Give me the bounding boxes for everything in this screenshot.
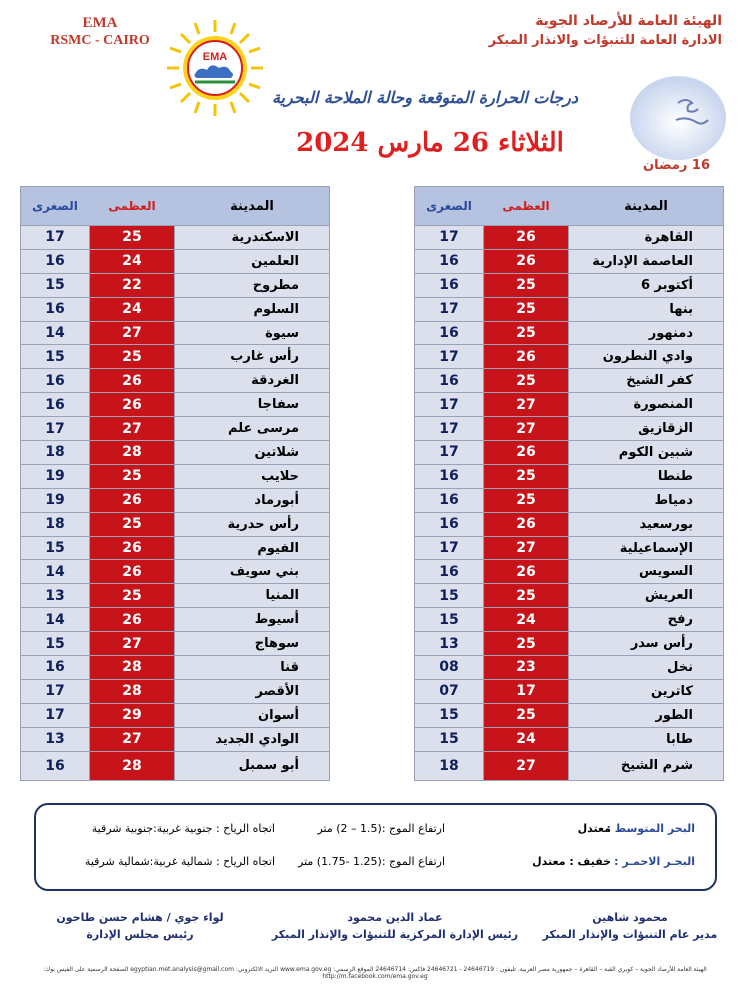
min-temp-cell: 17 bbox=[439, 301, 459, 318]
min-temp-cell: 14 bbox=[45, 611, 65, 628]
city-name-cell: وادي النطرون bbox=[602, 349, 693, 365]
med-sea-name: البحر المتوسط : bbox=[606, 822, 695, 835]
max-temp-cell: 25 bbox=[89, 465, 175, 488]
min-temp-cell: 15 bbox=[439, 587, 459, 604]
min-temp-cell: 16 bbox=[439, 253, 459, 270]
table-row bbox=[21, 679, 329, 703]
max-temp-cell: 27 bbox=[89, 417, 175, 440]
red-wind-direction: اتجاه الرياح : شمالية غربية:شمالية شرقية bbox=[84, 855, 275, 868]
max-temp-cell: 27 bbox=[483, 417, 569, 440]
max-temp-cell: 28 bbox=[89, 680, 175, 703]
max-temp-cell: 25 bbox=[89, 226, 175, 249]
max-temp-cell: 25 bbox=[483, 322, 569, 345]
city-name-cell: القاهرة bbox=[644, 229, 693, 245]
table-row bbox=[21, 607, 329, 631]
min-temp-cell: 19 bbox=[45, 492, 65, 509]
city-name-cell: رأس سدر bbox=[630, 636, 693, 652]
table-row bbox=[21, 344, 329, 368]
city-name-cell: طنطا bbox=[657, 468, 693, 484]
max-temp-cell: 26 bbox=[89, 560, 175, 583]
table-row bbox=[415, 512, 723, 536]
city-name-cell: الزقازيق bbox=[638, 421, 693, 437]
city-name-cell: المنيا bbox=[265, 588, 299, 604]
table-row bbox=[415, 464, 723, 488]
table-row bbox=[415, 559, 723, 583]
city-name-cell: 6 أكتوبر bbox=[640, 277, 693, 293]
min-temp-cell: 15 bbox=[439, 731, 459, 748]
city-name-cell: العريش bbox=[644, 588, 693, 604]
table-row bbox=[415, 368, 723, 392]
max-temp-cell: 25 bbox=[483, 274, 569, 297]
rsmc-label: RSMC - CAIRO bbox=[50, 33, 150, 48]
min-temp-cell: 08 bbox=[439, 659, 459, 676]
city-name-cell: دمنهور bbox=[648, 325, 693, 341]
min-temp-cell: 18 bbox=[45, 516, 65, 533]
min-temp-cell: 16 bbox=[439, 325, 459, 341]
med-sea-state: معتدل bbox=[577, 822, 611, 835]
min-temp-cell: 18 bbox=[439, 757, 459, 774]
table-row bbox=[415, 727, 723, 751]
city-name-cell: شلاتين bbox=[254, 444, 299, 460]
city-name-cell: الاسكندرية bbox=[231, 229, 299, 245]
min-temp-cell: 16 bbox=[45, 301, 65, 318]
city-name-cell: بني سويف bbox=[229, 564, 299, 580]
city-name-cell: أبورماد bbox=[254, 492, 299, 508]
city-name-cell: أسوان bbox=[258, 707, 299, 723]
max-temp-cell: 24 bbox=[483, 608, 569, 631]
city-name-cell: أسيوط bbox=[254, 612, 299, 628]
ramadan-crescent-icon bbox=[618, 68, 728, 168]
table-row bbox=[415, 392, 723, 416]
ramadan-day-label: 16 رمضان bbox=[643, 158, 710, 173]
table-row bbox=[21, 583, 329, 607]
min-temp-cell: 15 bbox=[45, 540, 65, 557]
city-name-cell: الفيوم bbox=[257, 540, 299, 556]
header-city: المدينة bbox=[624, 198, 668, 214]
table-row bbox=[415, 655, 723, 679]
table-row bbox=[21, 727, 329, 751]
max-temp-cell: 27 bbox=[89, 632, 175, 655]
city-name-cell: بورسعيد bbox=[639, 516, 693, 532]
city-name-cell: الطور bbox=[655, 707, 693, 723]
min-temp-cell: 16 bbox=[439, 372, 459, 389]
city-name-cell: حلايب bbox=[261, 468, 299, 484]
table-row bbox=[21, 416, 329, 440]
temperature-table-left bbox=[20, 186, 330, 781]
city-name-cell: سوهاج bbox=[254, 636, 299, 652]
table-row bbox=[415, 488, 723, 512]
max-temp-cell: 27 bbox=[89, 322, 175, 345]
table-row bbox=[415, 536, 723, 560]
city-name-cell: الوادي الجديد bbox=[215, 731, 299, 747]
city-name-cell: بنها bbox=[669, 301, 693, 317]
table-row bbox=[21, 440, 329, 464]
table-row bbox=[21, 631, 329, 655]
max-temp-cell: 23 bbox=[483, 656, 569, 679]
signature-general-manager bbox=[530, 909, 730, 943]
min-temp-cell: 17 bbox=[439, 420, 459, 437]
temperature-table-right bbox=[414, 186, 724, 781]
city-name-cell: السلوم bbox=[253, 301, 299, 317]
table-row bbox=[21, 368, 329, 392]
min-temp-cell: 17 bbox=[439, 540, 459, 557]
min-temp-cell: 16 bbox=[439, 492, 459, 509]
max-temp-cell: 24 bbox=[89, 250, 175, 273]
city-name-cell: مرسى علم bbox=[228, 421, 299, 437]
table-row bbox=[21, 392, 329, 416]
max-temp-cell: 24 bbox=[89, 298, 175, 321]
table-header bbox=[21, 187, 329, 225]
max-temp-cell: 26 bbox=[89, 537, 175, 560]
max-temp-cell: 25 bbox=[483, 704, 569, 727]
max-temp-cell: 26 bbox=[483, 560, 569, 583]
min-temp-cell: 15 bbox=[439, 707, 459, 724]
min-temp-cell: 16 bbox=[45, 253, 65, 270]
header-max: العظمى bbox=[502, 199, 550, 213]
min-temp-cell: 15 bbox=[45, 277, 65, 294]
city-name-cell: رأس حدرية bbox=[227, 516, 299, 532]
min-temp-cell: 16 bbox=[439, 277, 459, 294]
max-temp-cell: 26 bbox=[89, 608, 175, 631]
max-temp-cell: 17 bbox=[483, 680, 569, 703]
red-wave-height: ارتفاع الموج :(1.25 -1.75) متر bbox=[298, 855, 445, 868]
min-temp-cell: 15 bbox=[439, 611, 459, 628]
table-header bbox=[415, 187, 723, 225]
max-temp-cell: 25 bbox=[89, 584, 175, 607]
min-temp-cell: 17 bbox=[45, 683, 65, 700]
min-temp-cell: 17 bbox=[439, 348, 459, 365]
min-temp-cell: 18 bbox=[45, 444, 65, 461]
table-row bbox=[415, 751, 723, 780]
max-temp-cell: 29 bbox=[89, 704, 175, 727]
table-row bbox=[415, 703, 723, 727]
city-name-cell: طابا bbox=[666, 731, 693, 747]
table-row bbox=[415, 631, 723, 655]
signature-central-head bbox=[270, 909, 520, 943]
max-temp-cell: 27 bbox=[483, 752, 569, 780]
max-temp-cell: 25 bbox=[89, 513, 175, 536]
min-temp-cell: 16 bbox=[45, 396, 65, 413]
table-row bbox=[21, 512, 329, 536]
min-temp-cell: 16 bbox=[439, 516, 459, 533]
table-row bbox=[415, 249, 723, 273]
max-temp-cell: 26 bbox=[89, 393, 175, 416]
table-row bbox=[21, 321, 329, 345]
max-temp-cell: 26 bbox=[483, 226, 569, 249]
city-name-cell: كاترين bbox=[651, 683, 693, 699]
min-temp-cell: 19 bbox=[45, 468, 65, 485]
max-temp-cell: 26 bbox=[483, 513, 569, 536]
table-row bbox=[21, 225, 329, 249]
table-row bbox=[415, 297, 723, 321]
city-name-cell: الأقصر bbox=[255, 683, 299, 699]
table-row bbox=[415, 679, 723, 703]
city-name-cell: أبو سمبل bbox=[238, 758, 299, 774]
city-name-cell: الغردقة bbox=[251, 373, 299, 389]
header-min: الصغرى bbox=[32, 199, 78, 213]
max-temp-cell: 26 bbox=[89, 369, 175, 392]
table-row bbox=[415, 583, 723, 607]
min-temp-cell: 15 bbox=[45, 635, 65, 652]
organization-header bbox=[422, 12, 722, 50]
min-temp-cell: 17 bbox=[439, 396, 459, 413]
table-row bbox=[415, 321, 723, 345]
min-temp-cell: 14 bbox=[45, 325, 65, 341]
max-temp-cell: 28 bbox=[89, 656, 175, 679]
min-temp-cell: 16 bbox=[439, 468, 459, 485]
table-row bbox=[21, 655, 329, 679]
city-name-cell: العاصمة الإدارية bbox=[592, 253, 693, 269]
org-department: الادارة العامة للتنبؤات والانذار المبكر bbox=[488, 33, 722, 48]
min-temp-cell: 14 bbox=[45, 563, 65, 580]
max-temp-cell: 24 bbox=[483, 728, 569, 751]
min-temp-cell: 17 bbox=[45, 707, 65, 724]
min-temp-cell: 17 bbox=[45, 420, 65, 437]
table-row bbox=[21, 536, 329, 560]
city-name-cell: سفاجا bbox=[257, 397, 299, 413]
min-temp-cell: 16 bbox=[45, 372, 65, 389]
footer-contact: الهيئة العامة للأرصاد الجوية – كوبري القبة – القاهرة – جمهورية مصر العربية. تليفون : 24646719 - 24646721 فاكس: 24646714 الموقع الرسمي: www.ema.gov.eg البريد الالكتروني: egyptian.met.analysis@gmail.com الصفحة الرسمية على الفيس بوك: http://m.facebook.com/ema.gov.eg bbox=[43, 966, 707, 980]
table-row bbox=[21, 297, 329, 321]
org-name: الهيئة العامة للأرصاد الجوية bbox=[535, 13, 722, 29]
marine-conditions-box bbox=[34, 803, 717, 891]
max-temp-cell: 25 bbox=[89, 345, 175, 368]
header-min: الصغرى bbox=[426, 199, 472, 213]
max-temp-cell: 25 bbox=[483, 465, 569, 488]
table-row bbox=[415, 440, 723, 464]
med-wave-height: ارتفاع الموج :(1.5 – 2) متر bbox=[317, 822, 445, 835]
max-temp-cell: 26 bbox=[483, 345, 569, 368]
red-sea-state: خفيف : معتدل bbox=[532, 855, 611, 868]
table-row bbox=[21, 751, 329, 780]
signatory-name: لواء جوي / هشام حسن طاحون bbox=[56, 911, 224, 924]
table-row bbox=[415, 607, 723, 631]
city-name-cell: الإسماعيلية bbox=[619, 540, 693, 556]
min-temp-cell: 16 bbox=[45, 757, 65, 774]
med-wind-direction: اتجاه الرياح : جنوبية غربية:جنوبية شرقية bbox=[91, 822, 275, 835]
logo-text: EMA bbox=[202, 51, 228, 63]
max-temp-cell: 26 bbox=[483, 250, 569, 273]
min-temp-cell: 15 bbox=[45, 348, 65, 365]
min-temp-cell: 17 bbox=[439, 229, 459, 246]
max-temp-cell: 25 bbox=[483, 489, 569, 512]
table-row bbox=[21, 464, 329, 488]
header-max: العظمى bbox=[108, 199, 156, 213]
table-row bbox=[415, 273, 723, 297]
table-row bbox=[21, 249, 329, 273]
city-name-cell: العلمين bbox=[251, 253, 299, 269]
min-temp-cell: 16 bbox=[439, 563, 459, 580]
mediterranean-row bbox=[36, 822, 715, 842]
table-row bbox=[21, 273, 329, 297]
table-row bbox=[21, 703, 329, 727]
max-temp-cell: 27 bbox=[89, 728, 175, 751]
signatory-title: رئيس الإدارة المركزية للتنبؤات والإنذار المبكر bbox=[271, 928, 519, 941]
max-temp-cell: 25 bbox=[483, 298, 569, 321]
city-name-cell: رأس غارب bbox=[230, 349, 299, 365]
signatory-name: عماد الدين محمود bbox=[347, 911, 443, 924]
city-name-cell: شرم الشيخ bbox=[620, 758, 693, 774]
max-temp-cell: 25 bbox=[483, 632, 569, 655]
max-temp-cell: 26 bbox=[89, 489, 175, 512]
ema-abbrev: EMA bbox=[82, 15, 118, 31]
red-sea-name: البحـر الاحمـر : bbox=[614, 855, 695, 868]
forecast-date: الثلاثاء 26 مارس 2024 bbox=[296, 128, 564, 158]
signature-chairman bbox=[45, 909, 235, 943]
red-sea-row bbox=[36, 855, 715, 875]
table-row bbox=[415, 344, 723, 368]
min-temp-cell: 13 bbox=[45, 731, 65, 748]
ema-label-block bbox=[40, 14, 160, 50]
max-temp-cell: 28 bbox=[89, 752, 175, 780]
city-name-cell: رفح bbox=[667, 612, 693, 628]
min-temp-cell: 13 bbox=[45, 587, 65, 604]
min-temp-cell: 07 bbox=[439, 683, 459, 700]
table-row bbox=[415, 225, 723, 249]
max-temp-cell: 27 bbox=[483, 393, 569, 416]
min-temp-cell: 16 bbox=[45, 659, 65, 676]
max-temp-cell: 25 bbox=[483, 369, 569, 392]
table-row bbox=[21, 559, 329, 583]
max-temp-cell: 27 bbox=[483, 537, 569, 560]
max-temp-cell: 25 bbox=[483, 584, 569, 607]
city-name-cell: المنصورة bbox=[633, 397, 693, 413]
city-name-cell: نخل bbox=[667, 659, 693, 675]
city-name-cell: شبين الكوم bbox=[618, 444, 693, 460]
city-name-cell: مطروح bbox=[252, 277, 299, 293]
city-name-cell: سيوة bbox=[265, 325, 299, 341]
min-temp-cell: 17 bbox=[439, 444, 459, 461]
table-row bbox=[21, 488, 329, 512]
max-temp-cell: 28 bbox=[89, 441, 175, 464]
min-temp-cell: 17 bbox=[45, 229, 65, 246]
max-temp-cell: 22 bbox=[89, 274, 175, 297]
city-name-cell: كفر الشيخ bbox=[626, 373, 693, 389]
city-name-cell: السويس bbox=[639, 564, 693, 580]
header-city: المدينة bbox=[230, 198, 274, 214]
page-title: درجات الحرارة المتوقعة وحالة الملاحة البحرية bbox=[271, 88, 579, 107]
min-temp-cell: 13 bbox=[439, 635, 459, 652]
signatory-title: رئيس مجلس الإدارة bbox=[86, 928, 194, 941]
signatory-title: مدير عام التنبؤات والإنذار المبكر bbox=[542, 928, 718, 941]
table-row bbox=[415, 416, 723, 440]
signatory-name: محمود شاهين bbox=[592, 911, 668, 924]
city-name-cell: دمياط bbox=[654, 492, 693, 508]
max-temp-cell: 26 bbox=[483, 441, 569, 464]
city-name-cell: قنا bbox=[280, 659, 299, 675]
